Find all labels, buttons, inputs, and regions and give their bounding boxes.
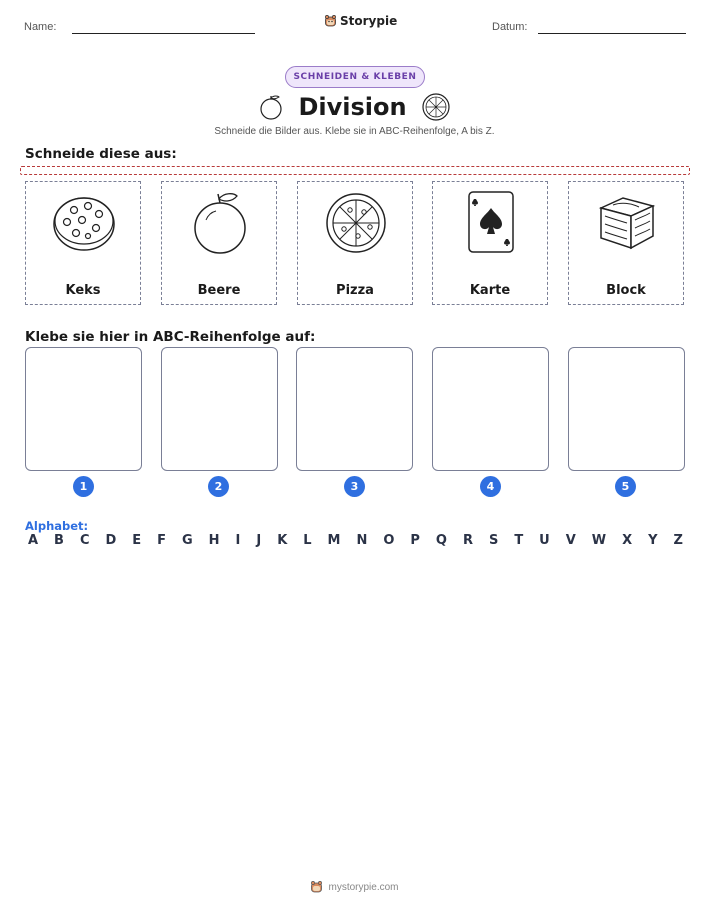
letter: V — [565, 533, 576, 548]
letter: N — [356, 533, 368, 548]
name-line[interactable] — [72, 33, 255, 34]
cut-card-label: Keks — [65, 283, 101, 298]
pizza-icon — [421, 92, 451, 122]
brand-name: Storypie — [340, 14, 398, 28]
mascot-icon — [310, 880, 323, 894]
letter: W — [591, 533, 607, 548]
cookie-icon — [52, 190, 116, 254]
letter: S — [488, 533, 499, 548]
name-label: Name: — [24, 21, 57, 33]
letter: E — [132, 533, 142, 548]
paste-box-1[interactable] — [25, 347, 142, 471]
paste-box-5[interactable] — [568, 347, 685, 471]
cut-line — [20, 166, 690, 175]
footer-site[interactable]: mystorypie.com — [328, 881, 399, 893]
number-badge: 2 — [208, 476, 229, 497]
date-label: Datum: — [492, 21, 528, 33]
cut-card-pizza[interactable] — [297, 181, 413, 305]
card-icon — [459, 190, 523, 254]
letter: K — [277, 533, 288, 548]
page-title: Division — [298, 93, 407, 121]
number-badge: 3 — [344, 476, 365, 497]
letter: H — [208, 533, 220, 548]
cut-card-label: Beere — [197, 283, 241, 298]
alphabet-row — [28, 533, 683, 548]
letter: O — [383, 533, 395, 548]
letter: G — [182, 533, 193, 548]
cut-card-label: Karte — [469, 283, 511, 298]
cut-card-beere[interactable] — [161, 181, 277, 305]
cut-card-label: Block — [606, 283, 646, 298]
block-icon — [595, 190, 659, 254]
letter: X — [622, 533, 633, 548]
cut-card-keks[interactable] — [25, 181, 141, 305]
letter: T — [514, 533, 524, 548]
cut-card-karte[interactable] — [432, 181, 548, 305]
number-badge: 1 — [73, 476, 94, 497]
letter: J — [256, 533, 262, 548]
letter: R — [462, 533, 473, 548]
letter: M — [327, 533, 341, 548]
number-badge: 5 — [615, 476, 636, 497]
letter: P — [410, 533, 420, 548]
cut-card-block[interactable] — [568, 181, 684, 305]
pizza-icon — [324, 190, 388, 254]
letter: D — [105, 533, 117, 548]
paste-box-2[interactable] — [161, 347, 278, 471]
letter: I — [235, 533, 241, 548]
berry-icon — [188, 190, 252, 254]
number-badge: 4 — [480, 476, 501, 497]
letter: U — [539, 533, 550, 548]
berry-icon — [258, 93, 284, 121]
letter: B — [54, 533, 64, 548]
paste-box-3[interactable] — [296, 347, 413, 471]
footer — [0, 880, 709, 894]
letter: Y — [648, 533, 658, 548]
letter: L — [303, 533, 312, 548]
paste-box-4[interactable] — [432, 347, 549, 471]
title-row — [0, 92, 709, 122]
cut-card-label: Pizza — [336, 283, 374, 298]
instructions: Schneide die Bilder aus. Klebe sie in ABC-Reihenfolge, A bis Z. — [214, 126, 495, 137]
alphabet-heading: Alphabet: — [25, 519, 89, 533]
date-line[interactable] — [538, 33, 686, 34]
brand-logo — [324, 14, 397, 28]
cut-heading: Schneide diese aus: — [25, 146, 177, 162]
letter: A — [28, 533, 39, 548]
letter: Q — [435, 533, 447, 548]
mascot-icon — [324, 14, 337, 28]
paste-heading: Klebe sie hier in ABC-Reihenfolge auf: — [25, 329, 316, 345]
worksheet-tag: SCHNEIDEN & KLEBEN — [285, 66, 425, 88]
letter: F — [157, 533, 167, 548]
letter: Z — [673, 533, 683, 548]
letter: C — [79, 533, 90, 548]
